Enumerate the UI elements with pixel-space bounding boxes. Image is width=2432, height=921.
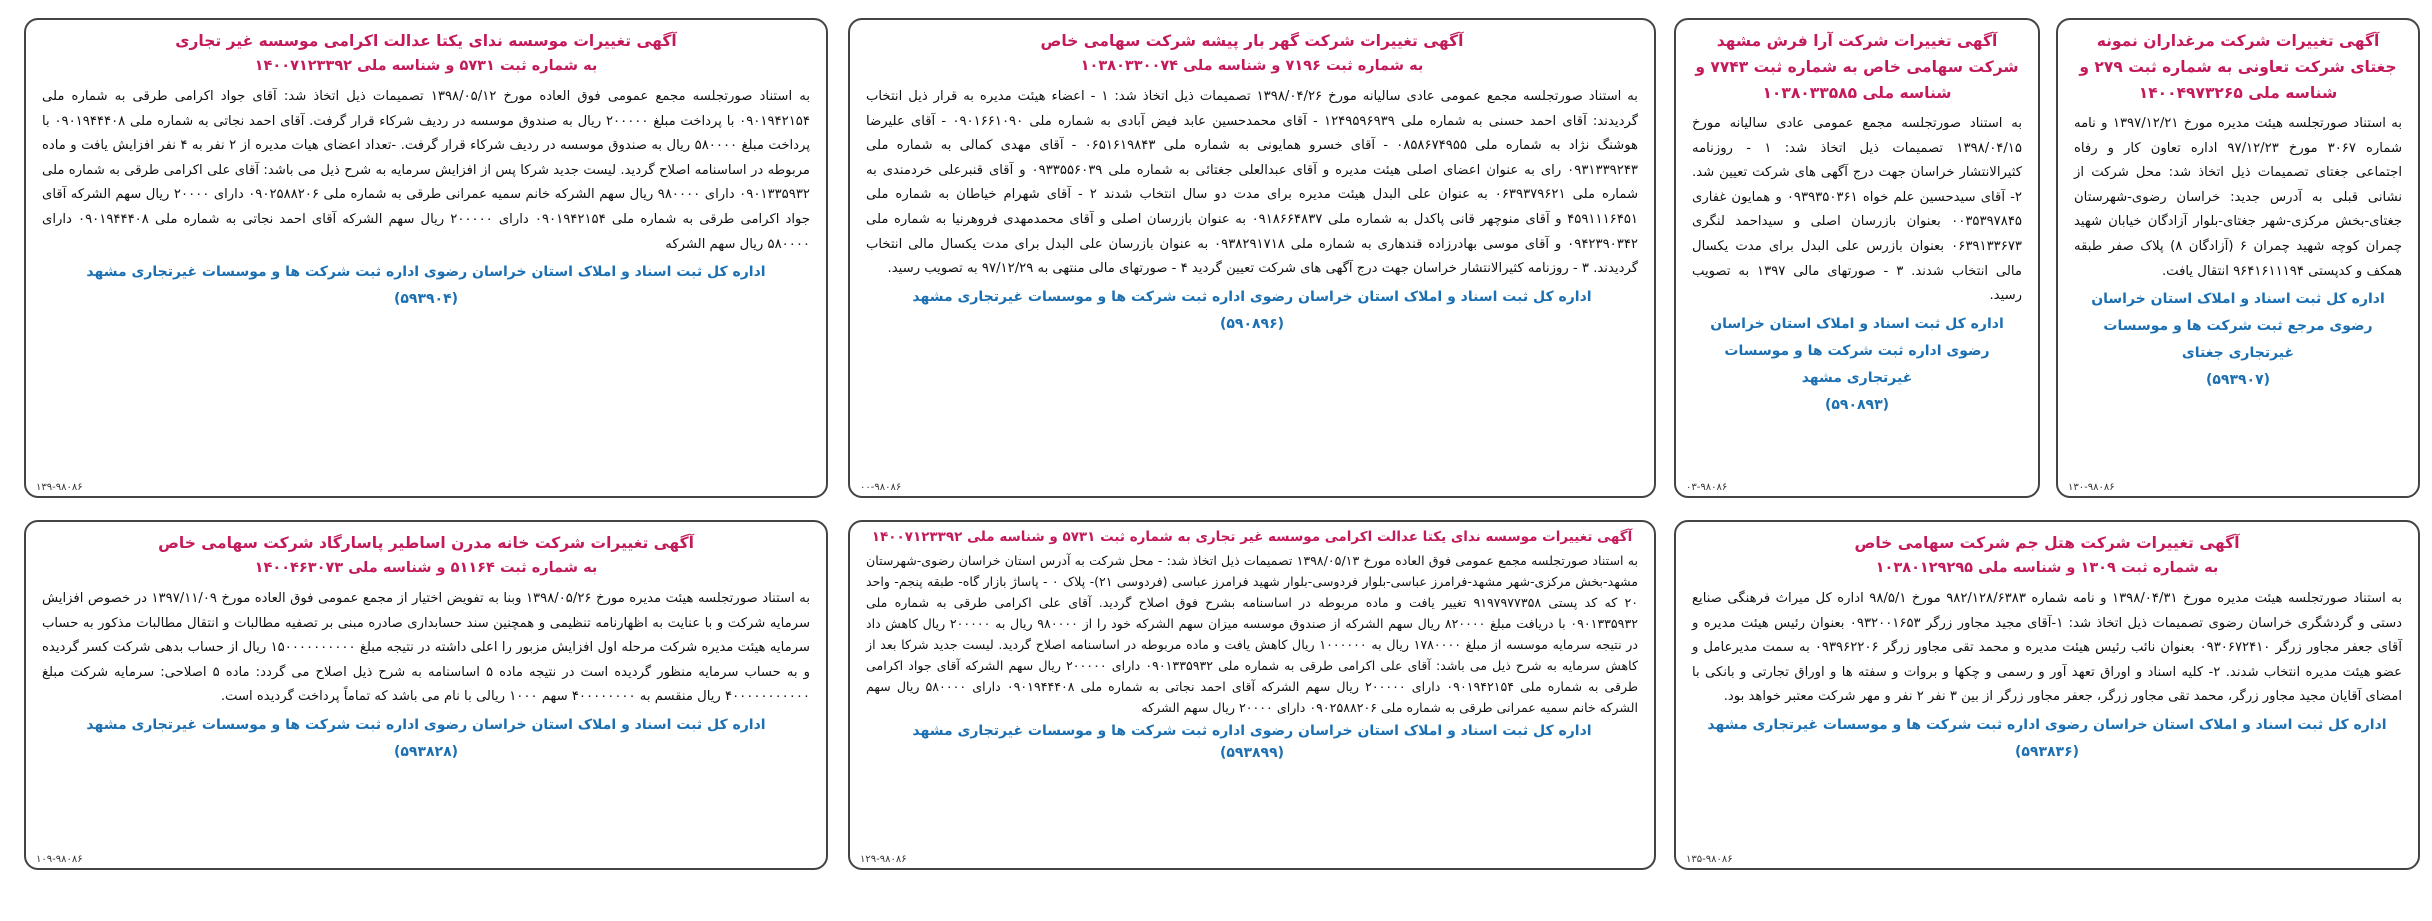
notice-title: آگهی تغییرات شرکت خانه مدرن اساطیر پاسارگاد شرکت سهامی خاص bbox=[158, 534, 694, 552]
notice-subtitle: به شماره ثبت ۵۱۱۶۴ و شناسه ملی ۱۴۰۰۴۶۳۰۷۳ bbox=[254, 560, 598, 576]
notice-hotel-jam bbox=[1674, 520, 2420, 870]
notice-body: به استناد صورتجلسه مجمع عمومی عادی سالیانه مورخ ۱۳۹۸/۰۴/۲۶ تصمیمات ذیل اتخاذ شد: ۱ - اعضاء هیئت مدیره به قرار ذیل انتخاب گردیدند: آقای احمد حسنی به شماره ملی ۱۲۴۹۵۹۶۹۳۹ - آقای محمدحسین عابد فیض آبادی به شماره ملی ۰۹۰۱۶۶۱۰۹۰ - آقای علیرضا هوشنگ نژاد به شماره ملی ۰۸۵۸۶۷۴۹۵۵ - آقای خسرو همایونی به شماره ملی ۰۶۵۱۶۱۹۸۴۳ - آقای مهدی کمالی به شماره ملی ۰۹۳۱۳۳۹۲۴۳ رای به عنوان اعضای اصلی هیئت مدیره و آقای عبدالعلی جغتائی به شماره ملی ۰۹۳۳۵۵۶۰۳۹ و آقای قنبرعلی خردمندی به شماره ملی ۰۶۳۹۳۷۹۶۲۱ به عنوان علی البدل هیئت مدیره برای مدت دو سال انتخاب شدند ۲ - آقای شهرام خیاطان به شماره ملی ۴۵۹۱۱۱۶۴۵۱ و آقای منوچهر قانی پاکدل به شماره ملی ۰۹۱۸۶۶۴۸۳۷ به عنوان بازرسان اصلی و آقای محمدمهدی فروهرنیا به شماره ملی ۰۹۴۲۳۹۰۳۴۲ و آقای موسی بهادرزاده قندهاری به شماره ملی ۰۹۳۸۲۹۱۷۱۸ به عنوان بازرسان علی البدل برای مدت یکسال مالی انتخاب گردیدند. ۳ - روزنامه کثیرالانتشار خراسان جهت درج آگهی های شرکت تعیین گردید ۴ - صورتهای مالی منتهی به ۹۷/۱۲/۲۹ به تصویب رسید. bbox=[866, 89, 1639, 277]
notice-subtitle: به شماره ثبت ۱۳۰۹ و شناسه ملی ۱۰۳۸۰۱۲۹۲۹۵ bbox=[1875, 560, 2219, 576]
notice-body: به استناد صورتجلسه مجمع عمومی فوق العاده مورخ ۱۳۹۸/۰۵/۱۳ تصمیمات ذیل اتخاذ شد: - محل شرکت به آدرس استان خراسان رضوی-شهرستان مشهد-بخش مرکزی-شهر مشهد-فرامرز عباسی-بلوار فردوسی-بلوار شهید فرامرز عباسی (فردوسی ۲۱)- پلاک ۰ - پاساژ بازار گاه- طبقه پنجم- واحد ۲۰ که کد پستی ۹۱۹۷۹۷۷۳۵۸ تغییر یافت و ماده مربوطه در اساسنامه بشرح فوق اصلاح گردید. آقای علی اکرامی طرقی به شماره ملی ۰۹۰۱۳۳۵۹۳۲ با دریافت مبلغ ۸۲۰۰۰۰ ریال سهم الشرکه از صندوق موسسه میزان سهم الشرکه خود را از ۹۸۰۰۰۰ ریال به ۲۰۰۰۰۰ ریال کاهش داد در نتیجه سرمایه موسسه از مبلغ ۱۷۸۰۰۰۰ ریال به ۱۰۰۰۰۰۰ ریال کاهش یافت و ماده مربوطه در اساسنامه اصلاح گردید. لیست جدید شرکا بعد از کاهش سرمایه به شرح ذیل می باشد: آقای علی اکرامی طرقی به شماره ملی ۰۹۰۱۳۳۵۹۳۲ دارای ۲۰۰۰۰۰ ریال سهم الشرکه آقای جواد اکرامی طرقی به شماره ملی ۰۹۰۱۹۴۲۱۵۴ دارای ۲۰۰۰۰۰ ریال سهم الشرکه آقای احمد نجاتی به شماره ملی ۰۹۰۱۹۴۴۴۰۸ دارای ۵۸۰۰۰۰ ریال سهم الشرکه خانم سمیه عمرانی طرقی به شماره ملی ۰۹۰۲۵۸۸۲۰۶ دارای ۲۰۰۰۰ ریال سهم الشرکه bbox=[866, 553, 1639, 715]
notice-nedaye-yekta-1 bbox=[24, 18, 828, 498]
notice-body: به استناد صورتجلسه مجمع عمومی عادی سالیانه مورخ ۱۳۹۸/۰۴/۱۵ تصمیمات ذیل اتخاذ شد: ۱ - روزنامه کثیرالانتشار خراسان جهت درج آگهی های شرکت تعیین شد. ۲- آقای سیدحسین علم خواه ۰۹۳۹۳۵۰۳۶۱ و همایون غفاری ۰۰۳۵۳۹۷۸۴۵ بعنوان بازرسان اصلی و سیداحمد لنگری ۰۶۳۹۱۳۳۶۷۳ بعنوان بازرس علی البدل برای مدت یکسال مالی انتخاب شدند. ۳ - صورتهای مالی ۱۳۹۷ به تصویب رسید. bbox=[1692, 116, 2023, 304]
notice-code: (۵۹۳۸۳۶) bbox=[2014, 743, 2080, 760]
notice-ref: ۰۳-۹۸۰۸۶ bbox=[1686, 482, 1728, 493]
notice-title: آگهی تغییرات شرکت گهر بار پیشه شرکت سهامی خاص bbox=[1040, 32, 1464, 50]
notice-code: (۵۹۳۹۰۷) bbox=[2205, 372, 2271, 389]
notice-agency: اداره کل ثبت اسناد و املاک استان خراسان رضوی اداره ثبت شرکت ها و موسسات غیرتجاری مشهد bbox=[912, 288, 1592, 305]
notice-body: به استناد صورتجلسه هیئت مدیره مورخ ۱۳۹۸/۰۵/۲۶ وبنا به تفویض اختیار از مجمع عمومی فوق العاده مورخ ۱۳۹۷/۱۱/۰۹ در خصوص افزایش سرمایه شرکت و با عنایت به اظهارنامه تنظیمی و همچنین سند حسابداری صادره مبنی بر تصفیه مطالبات و انتقال مطالبات مذکور به حساب سرمایه هیئت مدیره شرکت مرحله اول افزایش مزبور را اعلی داشته در نتیجه مبلغ ۱۵۰۰۰۰۰۰۰۰۰۰ ریال از حساب بدهی شرکت کسر گردیده و به حساب سرمایه منظور گردیده است در نتیجه ماده ۵ اساسنامه به شرح ذیل اصلاح می گردد: ماده ۵ اصلاحی: سرمایه شرکت مبلغ ۴۰۰۰۰۰۰۰۰۰۰۰ ریال منقسم به ۴۰۰۰۰۰۰۰۰ سهم ۱۰۰۰ ریالی با نام می باشد که تماماً پرداخت گردیده است. bbox=[42, 591, 811, 705]
notice-title: آگهی تغییرات موسسه ندای یکتا عدالت اکرامی موسسه غیر تجاری به شماره ثبت ۵۷۳۱ و شناسه ملی ۱۴۰۰۷۱۲۳۳۹۲ bbox=[871, 529, 1633, 545]
notice-agency: اداره کل ثبت اسناد و املاک استان خراسان رضوی اداره ثبت شرکت ها و موسسات غیرتجاری مشهد bbox=[1710, 315, 2004, 386]
notice-title: آگهی تغییرات موسسه ندای یکتا عدالت اکرامی موسسه غیر تجاری bbox=[175, 32, 677, 50]
notice-ref: ۱۲۹-۹۸۰۸۶ bbox=[860, 854, 907, 865]
notice-ref: ۱۰۹-۹۸۰۸۶ bbox=[36, 854, 83, 865]
notice-body: به استناد صورتجلسه هیئت مدیره مورخ ۱۳۹۷/۱۲/۲۱ و نامه شماره ۳۰۶۷ مورخ ۹۷/۱۲/۲۳ اداره تعاون کار و رفاه اجتماعی جغتای تصمیمات ذیل اتخاذ شد: محل شرکت از نشانی قبلی به آدرس جدید: خراسان رضوی-شهرستان جغتای-بخش مرکزی-شهر جغتای-بلوار آزادگان خیابان شهید چمران کوچه شهید چمران ۶ (آزادگان ۸) پلاک صفر طبقه همکف و کدپستی ۹۶۴۱۶۱۱۱۹۴ انتقال یافت. bbox=[2074, 116, 2402, 279]
notice-title: آگهی تغییرات شرکت هتل جم شرکت سهامی خاص bbox=[1854, 534, 2240, 552]
notice-agency: اداره کل ثبت اسناد و املاک استان خراسان رضوی اداره ثبت شرکت ها و موسسات غیرتجاری مشهد bbox=[1707, 716, 2387, 733]
notice-agency: اداره کل ثبت اسناد و املاک استان خراسان رضوی اداره ثبت شرکت ها و موسسات غیرتجاری مشهد bbox=[86, 716, 766, 733]
notice-ref: ۱۳۵-۹۸۰۸۶ bbox=[1686, 854, 1733, 865]
notice-ref: ۰۰-۹۸۰۸۶ bbox=[860, 482, 902, 493]
notice-subtitle: به شماره ثبت ۷۱۹۶ و شناسه ملی ۱۰۳۸۰۳۳۰۰۷۴ bbox=[1080, 58, 1424, 74]
notice-khaneh-modern bbox=[24, 520, 828, 870]
notice-code: (۵۹۰۸۹۶) bbox=[1219, 315, 1285, 332]
notice-code: (۵۹۳۸۲۸) bbox=[393, 743, 459, 760]
notice-ref: ۱۳۰-۹۸۰۸۶ bbox=[2068, 482, 2115, 493]
notice-ara-farsh bbox=[1674, 18, 2040, 498]
notice-body: به استناد صورتجلسه هیئت مدیره مورخ ۱۳۹۸/۰۴/۳۱ و نامه شماره ۹۸۲/۱۲۸/۶۳۸۳ مورخ ۹۸/۵/۱ اداره کل میراث فرهنگی صنایع دستی و گردشگری خراسان رضوی تصمیمات ذیل اتخاذ شد: ۱-آقای مجید مجاور زرگر ۰۹۳۲۰۰۱۶۵۳ بعنوان رئیس هیئت مدیره و آقای جعفر مجاور زرگر ۰۹۳۰۶۷۲۴۱۰ بعنوان نائب رئیس هیئت مدیره و محمد تقی مجاور زرگر ۰۹۳۹۶۲۲۰۶ به سمت مدیرعامل و عضو هیئت مدیره انتخاب شدند. ۲- کلیه اسناد و اوراق تعهد آور و رسمی و چکها و بروات و سفته ها و اوراق تجارتی و بانکی با امضای آقایان مجید مجاور زرگر، محمد تقی مجاور زرگر، جعفر مجاور زرگر از بین ۳ نفر ۲ نفر و مهر شرکت معتبر خواهد بود. bbox=[1692, 591, 2402, 705]
notice-ref: ۱۳۹-۹۸۰۸۶ bbox=[36, 482, 83, 493]
notice-gohar-bar-pisheh bbox=[848, 18, 1656, 498]
notice-agency: اداره کل ثبت اسناد و املاک استان خراسان رضوی اداره ثبت شرکت ها و موسسات غیرتجاری مشهد bbox=[86, 264, 766, 281]
notice-code: (۵۹۳۹۰۴) bbox=[393, 291, 459, 308]
notice-title: آگهی تغییرات شرکت مرغداران نمونه جغتای شرکت تعاونی به شماره ثبت ۲۷۹ و شناسه ملی ۱۴۰۰۴۹۷۳۲۶۵ bbox=[2079, 32, 2397, 102]
notice-morghdaran-joghatay bbox=[2056, 18, 2420, 498]
notice-code: (۵۹۳۸۹۹) bbox=[1219, 745, 1285, 761]
notice-title: آگهی تغییرات شرکت آرا فرش مشهد شرکت سهامی خاص به شماره ثبت ۷۷۴۳ و شناسه ملی ۱۰۳۸۰۳۳۵۸۵ bbox=[1695, 32, 2019, 102]
notice-code: (۵۹۰۸۹۳) bbox=[1824, 396, 1890, 413]
notice-agency: اداره کل ثبت اسناد و املاک استان خراسان رضوی مرجع ثبت شرکت ها و موسسات غیرتجاری جغتای bbox=[2091, 291, 2385, 362]
notice-nedaye-yekta-2 bbox=[848, 520, 1656, 870]
notice-agency: اداره کل ثبت اسناد و املاک استان خراسان رضوی اداره ثبت شرکت ها و موسسات غیرتجاری مشهد bbox=[912, 723, 1592, 739]
notice-subtitle: به شماره ثبت ۵۷۳۱ و شناسه ملی ۱۴۰۰۷۱۲۳۳۹۲ bbox=[254, 58, 598, 74]
notice-body: به استناد صورتجلسه مجمع عمومی فوق العاده مورخ ۱۳۹۸/۰۵/۱۲ تصمیمات ذیل اتخاذ شد: آقای جواد اکرامی طرقی به شماره ملی ۰۹۰۱۹۴۲۱۵۴ با پرداخت مبلغ ۲۰۰۰۰۰ ریال به صندوق موسسه در ردیف شرکاء قرار گرفت. آقای احمد نجاتی به شماره ملی ۰۹۰۱۹۴۴۴۰۸ با پرداخت مبلغ ۵۸۰۰۰۰ ریال به صندوق موسسه در ردیف شرکاء قرار گرفت. -تعداد اعضای هیات مدیره از ۲ نفر به ۴ نفر افزایش یافت و ماده مربوطه در اساسنامه اصلاح گردید. لیست جدید شرکا پس از افزایش سرمایه به شرح ذیل می باشد: آقای علی اکرامی طرقی به شماره ملی ۰۹۰۱۳۳۵۹۳۲ دارای ۹۸۰۰۰۰ ریال سهم الشرکه خانم سمیه عمرانی طرقی به شماره ملی ۰۹۰۲۵۸۸۲۰۶ دارای ۲۰۰۰۰ ریال سهم الشرکه آقای جواد اکرامی طرقی به شماره ملی ۰۹۰۱۹۴۲۱۵۴ دارای ۲۰۰۰۰۰ ریال سهم الشرکه آقای احمد نجاتی به شماره ملی ۰۹۰۱۹۴۴۴۰۸ دارای ۵۸۰۰۰۰ ریال سهم الشرکه bbox=[42, 89, 811, 252]
